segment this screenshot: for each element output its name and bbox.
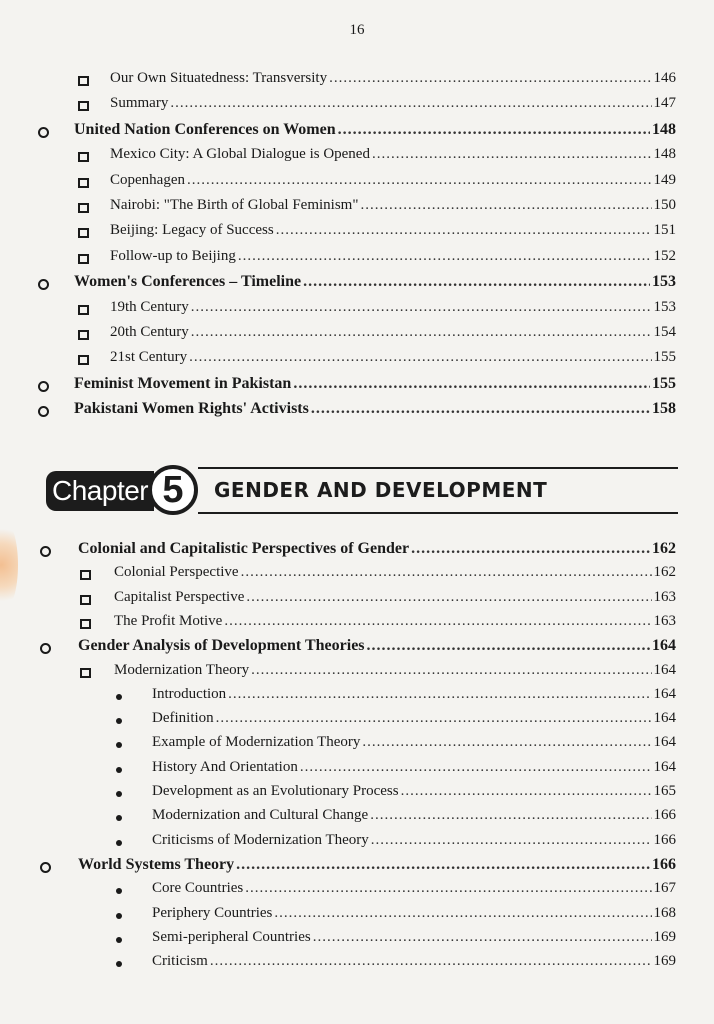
toc-entry-page: 150 xyxy=(653,197,676,213)
toc-entry xyxy=(110,324,676,346)
toc-entry xyxy=(78,540,676,562)
toc-entry-page: 163 xyxy=(653,588,676,605)
toc-entry-label: Nairobi: "The Birth of Global Feminism" xyxy=(110,197,359,213)
toc-entry xyxy=(78,856,676,878)
toc-entry-label: Women's Conferences – Timeline xyxy=(74,273,302,291)
toc-entry xyxy=(110,146,676,168)
toc-entry-page: 148 xyxy=(652,120,676,138)
toc-entry-label: 19th Century xyxy=(110,298,189,315)
toc-entry-page: 168 xyxy=(653,904,676,921)
toc-entry-page: 164 xyxy=(653,734,676,751)
dot-leader xyxy=(338,121,650,139)
toc-entry-label: Introduction xyxy=(152,685,227,702)
toc-entry-label: Capitalist Perspective xyxy=(114,588,245,605)
dot-leader xyxy=(236,856,650,874)
toc-entry xyxy=(114,662,676,684)
toc-entry xyxy=(152,734,676,756)
toc-entry-label: Feminist Movement in Pakistan xyxy=(74,374,292,392)
toc-entry xyxy=(152,807,676,829)
toc-entry-label: Development as an Evolutionary Process xyxy=(152,783,399,799)
toc-entry-label: 21st Century xyxy=(110,349,188,366)
dot-leader xyxy=(370,807,651,824)
toc-entry xyxy=(110,248,676,270)
dot-bullet-icon xyxy=(116,742,122,748)
dot-bullet-icon xyxy=(116,718,122,724)
toc-entry xyxy=(110,222,676,244)
dot-leader xyxy=(245,880,651,897)
chapter-title: GENDER AND DEVELOPMENT xyxy=(214,478,548,502)
toc-entry-page: 149 xyxy=(653,171,676,188)
circle-bullet-icon xyxy=(38,279,49,290)
dot-leader xyxy=(224,613,651,630)
square-bullet-icon xyxy=(80,595,91,605)
toc-entry-label: 20th Century xyxy=(110,324,189,340)
dot-leader xyxy=(367,637,650,655)
dot-leader xyxy=(362,734,651,751)
toc-entry-label: Our Own Situatedness: Transversity xyxy=(110,70,328,86)
toc-entry-page: 169 xyxy=(653,928,676,945)
toc-entry xyxy=(152,783,676,805)
toc-entry-page: 155 xyxy=(653,349,676,366)
toc-entry xyxy=(114,613,676,635)
toc-entry xyxy=(78,637,676,659)
dot-leader xyxy=(313,929,652,946)
page-number: 16 xyxy=(349,22,365,38)
toc-entry-label: World Systems Theory xyxy=(78,855,235,873)
toc-entry-label: Beijing: Legacy of Success xyxy=(110,222,274,239)
toc-entry-page: 164 xyxy=(653,710,676,727)
toc-entry-page: 166 xyxy=(653,807,676,824)
dot-bullet-icon xyxy=(116,815,122,821)
square-bullet-icon xyxy=(80,619,91,629)
dot-leader xyxy=(303,273,650,291)
dot-leader xyxy=(238,248,652,265)
toc-entry-page: 153 xyxy=(653,298,676,315)
dot-leader xyxy=(329,70,651,87)
toc-entry-page: 147 xyxy=(653,95,676,112)
chapter-number: 5 xyxy=(148,465,198,515)
dot-leader xyxy=(360,197,651,214)
toc-entry-label: Criticism xyxy=(152,953,208,970)
dot-leader xyxy=(251,662,651,679)
dot-leader xyxy=(311,400,650,418)
circle-bullet-icon xyxy=(40,862,51,873)
toc-entry xyxy=(152,759,676,781)
dot-leader xyxy=(170,95,651,112)
dot-leader xyxy=(191,324,652,341)
dot-bullet-icon xyxy=(116,791,122,797)
dot-leader xyxy=(411,540,650,558)
toc-entry xyxy=(74,400,676,422)
dot-leader xyxy=(300,759,652,776)
toc-entry-page: 152 xyxy=(653,247,676,264)
dot-bullet-icon xyxy=(116,937,122,943)
toc-entry-page: 169 xyxy=(653,953,676,970)
toc-entry-page: 164 xyxy=(653,685,676,702)
toc-entry-label: Summary xyxy=(110,95,169,112)
dot-bullet-icon xyxy=(116,961,122,967)
chapter-banner xyxy=(38,463,678,521)
circle-bullet-icon xyxy=(38,381,49,392)
square-bullet-icon xyxy=(80,668,91,678)
square-bullet-icon xyxy=(78,228,89,238)
toc-entry-label: Colonial Perspective xyxy=(114,564,239,581)
toc-entry-page: 164 xyxy=(653,661,676,678)
square-bullet-icon xyxy=(78,355,89,365)
page-stain xyxy=(0,520,18,610)
toc-entry xyxy=(152,686,676,708)
circle-bullet-icon xyxy=(38,127,49,138)
toc-entry-page: 146 xyxy=(653,70,676,86)
toc-entry xyxy=(110,299,676,321)
dot-leader xyxy=(187,172,652,189)
dot-leader xyxy=(371,832,652,849)
dot-bullet-icon xyxy=(116,767,122,773)
toc-entry xyxy=(114,589,676,611)
toc-entry-page: 162 xyxy=(652,540,676,557)
toc-entry-label: Follow-up to Beijing xyxy=(110,247,236,264)
square-bullet-icon xyxy=(80,570,91,580)
toc-entry xyxy=(152,953,676,975)
toc-entry-page: 162 xyxy=(653,564,676,581)
toc-entry xyxy=(110,197,676,219)
dot-bullet-icon xyxy=(116,694,122,700)
toc-entry-label: Mexico City: A Global Dialogue is Opened xyxy=(110,146,370,163)
toc-entry xyxy=(152,832,676,854)
circle-bullet-icon xyxy=(38,406,49,417)
dot-bullet-icon xyxy=(116,888,122,894)
toc-entry xyxy=(74,121,676,143)
toc-entry-label: History And Orientation xyxy=(152,758,298,775)
chapter-word: Chapter xyxy=(46,471,154,511)
dot-leader xyxy=(228,686,651,703)
square-bullet-icon xyxy=(78,203,89,213)
toc-entry-label: Gender Analysis of Development Theories xyxy=(78,637,365,655)
toc-entry xyxy=(74,375,676,397)
square-bullet-icon xyxy=(78,305,89,315)
toc-entry-page: 155 xyxy=(652,374,676,392)
square-bullet-icon xyxy=(78,101,89,111)
toc-entry-page: 158 xyxy=(652,400,676,418)
dot-leader xyxy=(274,905,651,922)
square-bullet-icon xyxy=(78,330,89,340)
toc-entry xyxy=(110,349,676,371)
dot-leader xyxy=(246,589,651,606)
toc-entry-label: Copenhagen xyxy=(110,171,185,188)
dot-leader xyxy=(210,953,652,970)
toc-entry-page: 153 xyxy=(652,273,676,291)
toc-entry xyxy=(110,172,676,194)
toc-entry xyxy=(152,929,676,951)
toc-entry xyxy=(110,95,676,117)
dot-leader xyxy=(191,299,652,316)
chapter-rule-top xyxy=(198,467,678,469)
dot-leader xyxy=(241,564,652,581)
toc-entry-label: Colonial and Capitalistic Perspectives of Gender xyxy=(78,540,410,557)
toc-entry xyxy=(74,273,676,295)
square-bullet-icon xyxy=(78,178,89,188)
dot-leader xyxy=(276,222,652,239)
toc-entry-label: Definition xyxy=(152,710,214,727)
toc-entry xyxy=(152,905,676,927)
toc-entry-label: Semi-peripheral Countries xyxy=(152,928,311,945)
toc-entry-label: Modernization Theory xyxy=(114,661,250,678)
toc-entry-label: Pakistani Women Rights' Activists xyxy=(74,400,309,418)
dot-leader xyxy=(372,146,652,163)
square-bullet-icon xyxy=(78,76,89,86)
circle-bullet-icon xyxy=(40,546,51,557)
square-bullet-icon xyxy=(78,254,89,264)
toc-entry-page: 167 xyxy=(653,880,676,897)
toc-entry-page: 151 xyxy=(653,222,676,239)
toc-entry-label: Example of Modernization Theory xyxy=(152,734,361,751)
toc-entry-page: 166 xyxy=(652,855,676,873)
toc-entry xyxy=(114,564,676,586)
toc-entry xyxy=(152,880,676,902)
toc-entry-label: Periphery Countries xyxy=(152,904,273,921)
dot-bullet-icon xyxy=(116,913,122,919)
dot-leader xyxy=(189,349,651,366)
toc-entry-page: 148 xyxy=(653,146,676,163)
toc-entry xyxy=(110,70,676,92)
toc-entry-page: 154 xyxy=(653,324,676,340)
toc-entry-label: Criticisms of Modernization Theory xyxy=(152,831,369,848)
toc-entry-page: 164 xyxy=(652,637,676,655)
dot-leader xyxy=(401,783,652,800)
toc-entry-label: Modernization and Cultural Change xyxy=(152,807,369,824)
toc-entry-page: 165 xyxy=(653,783,676,799)
toc-entry-page: 163 xyxy=(653,612,676,629)
toc-entry-label: Core Countries xyxy=(152,880,244,897)
dot-bullet-icon xyxy=(116,840,122,846)
dot-leader xyxy=(293,375,650,393)
dot-leader xyxy=(216,710,652,727)
toc-entry-label: The Profit Motive xyxy=(114,612,223,629)
toc-entry xyxy=(152,710,676,732)
square-bullet-icon xyxy=(78,152,89,162)
toc-entry-page: 164 xyxy=(653,758,676,775)
circle-bullet-icon xyxy=(40,643,51,654)
toc-entry-page: 166 xyxy=(653,831,676,848)
chapter-rule-bottom xyxy=(198,512,678,514)
toc-entry-label: United Nation Conferences on Women xyxy=(74,120,336,138)
